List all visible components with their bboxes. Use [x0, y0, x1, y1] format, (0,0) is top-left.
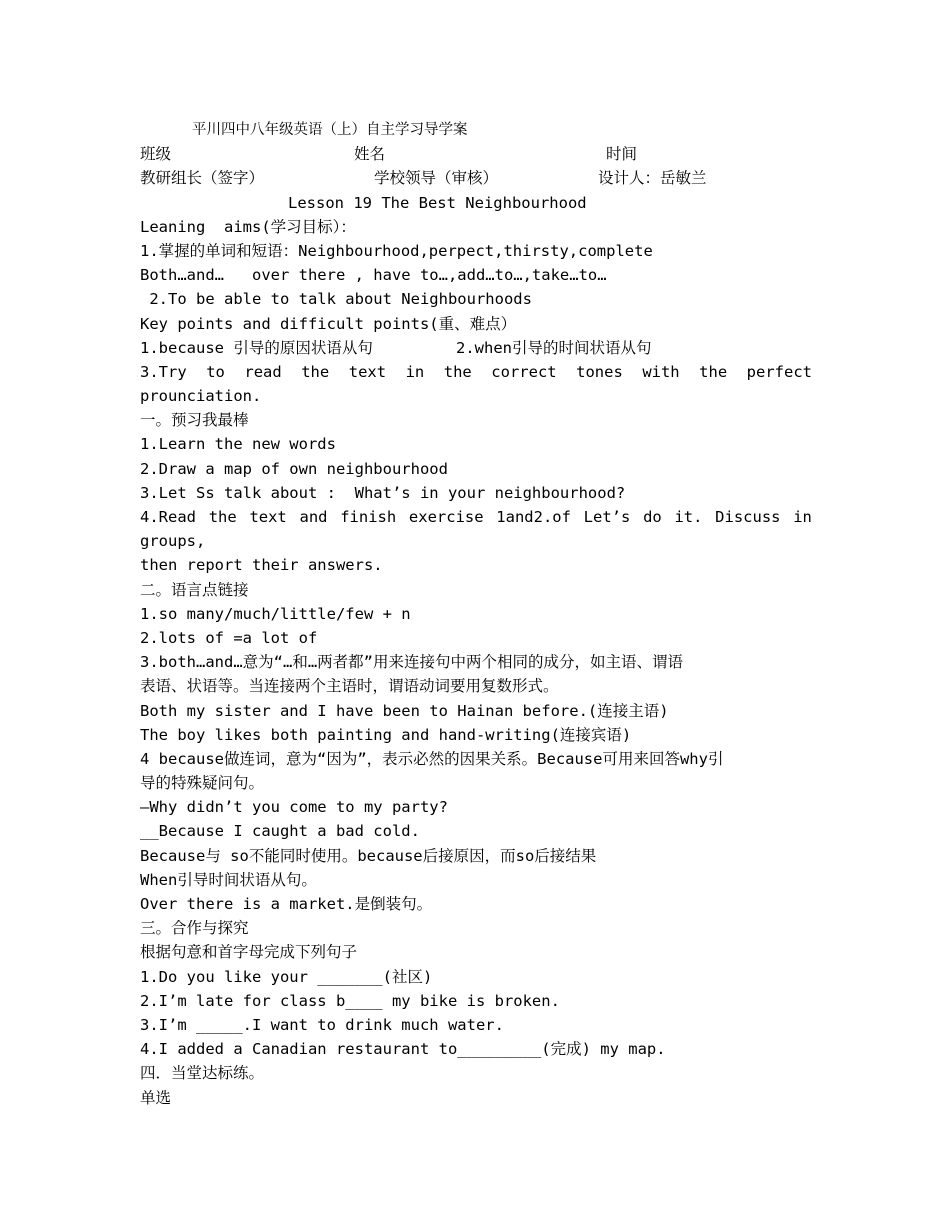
- aims-heading: Leaning aims(学习目标）：: [140, 217, 356, 236]
- section-3-instruction: 根据句意和首字母完成下列句子: [140, 943, 358, 962]
- key-point-3-word: 3.Try: [140, 362, 187, 381]
- key-points-item-3-end: prounciation.: [140, 387, 262, 406]
- aims-item-2: 2.To be able to talk about Neighbourhoods: [140, 290, 532, 309]
- key-point-3-word: with: [642, 362, 680, 381]
- section-1-item-4-word: in: [793, 508, 812, 526]
- exercise-item: 3.I’m _____.I want to drink much water.: [140, 1015, 504, 1034]
- section-2-line: Over there is a market.是倒装句。: [140, 895, 433, 913]
- section-2-line: Because与 so不能同时使用。because后接原因，而so后接结果: [140, 846, 597, 865]
- class-label: 班级: [140, 145, 172, 164]
- key-point-3-word: read: [244, 362, 282, 381]
- key-points-item-3: [140, 360, 812, 384]
- key-point-3-word: text: [348, 362, 387, 381]
- section-1-item-4-word: do: [643, 508, 662, 526]
- key-point-3-word: to: [206, 362, 225, 381]
- section-1-item-4-word: Discuss: [715, 508, 781, 526]
- section-1-item-4-word: the: [208, 508, 237, 526]
- section-1-item-4: [140, 505, 812, 529]
- section-2-line: —Why didn’t you come to my party?: [140, 798, 448, 817]
- designer-label: 设计人：岳敏兰: [598, 169, 707, 188]
- section-1-item-4-word: 1and2.of: [496, 508, 571, 526]
- section-2-line: Both my sister and I have been to Hainan before.(连接主语): [140, 701, 669, 720]
- exercise-item: 2.I’m late for class b____ my bike is broken.: [140, 991, 560, 1010]
- key-points-heading: Key points and difficult points(重、难点）: [140, 314, 517, 333]
- section-4-heading: 四．当堂达标练。: [140, 1064, 265, 1083]
- section-3-heading: 三。合作与探究: [140, 919, 249, 938]
- section-2-line: The boy likes both painting and hand-writing(连接宾语): [140, 725, 632, 744]
- section-2-line: 1.so many/much/little/few + n: [140, 604, 411, 623]
- section-2-line: 4 because做连词，意为“因为”，表示必然的因果关系。Because可用来回答why引: [140, 749, 724, 768]
- lesson-title: Lesson 19 The Best Neighbourhood: [288, 193, 587, 212]
- section-2-line: 导的特殊疑问句。: [140, 774, 265, 793]
- key-point-because: 1.because 引导的原因状语从句: [140, 338, 373, 357]
- key-point-3-word: the: [301, 362, 330, 381]
- section-1-item-4-word: Let’s: [583, 508, 631, 526]
- exercise-item: 1.Do you like your _______(社区): [140, 967, 433, 986]
- section-2-line: __Because I caught a bad cold.: [140, 822, 420, 841]
- section-1-heading: 一。预习我最棒: [140, 411, 249, 430]
- section-2-line: 3.both…and…意为“…和…两者都”用来连接句中两个相同的成分，如主语、谓语: [140, 653, 683, 672]
- key-point-when: 2.when引导的时间状语从句: [456, 338, 652, 357]
- section-1-item-4-word: finish: [340, 508, 397, 526]
- section-2-line: 表语、状语等。当连接两个主语时，谓语动词要用复数形式。: [140, 677, 559, 696]
- info-row-2: [140, 166, 812, 190]
- key-point-3-word: the: [699, 362, 728, 381]
- key-point-3-word: correct: [491, 362, 557, 381]
- section-2-line: 2.lots of =a lot of: [140, 628, 318, 647]
- section-4-sub: 单选: [140, 1088, 172, 1107]
- section-1-item-4-word: text: [249, 508, 287, 526]
- section-1-item-4-word: exercise: [408, 508, 484, 526]
- section-1-item-4-word: it.: [674, 508, 703, 526]
- school-leader-label: 学校领导（审核）: [374, 169, 499, 188]
- section-1-item-4-cont: groups,: [140, 532, 206, 551]
- aims-item-1b: Both…and… over there , have to…,add…to…,take…to…: [140, 266, 607, 285]
- section-1-item-4-word: 4.Read: [140, 508, 196, 526]
- time-label: 时间: [606, 145, 638, 164]
- key-points-item-1: [140, 336, 812, 360]
- section-1-item: 3.Let Ss talk about : What’s in your neighbourhood?: [140, 483, 626, 502]
- name-label: 姓名: [354, 145, 386, 164]
- key-point-3-word: the: [443, 362, 472, 381]
- key-point-3-word: in: [405, 362, 425, 381]
- section-2-heading: 二。语言点链接: [140, 580, 249, 599]
- document-title: 平川四中八年级英语（上）自主学习导学案: [192, 122, 468, 138]
- info-row-1: [140, 142, 812, 166]
- aims-item-1: 1.掌握的单词和短语：Neighbourhood,perpect,thirsty,complete: [140, 241, 653, 260]
- group-leader-label: 教研组长（签字）: [140, 169, 265, 188]
- section-1-item: 1.Learn the new words: [140, 435, 336, 454]
- exercise-item: 4.I added a Canadian restaurant to_________(完成) my map.: [140, 1040, 666, 1059]
- document-page: [140, 118, 812, 1110]
- section-1-item-4-end: then report their answers.: [140, 556, 383, 575]
- section-2-line: When引导时间状语从句。: [140, 870, 317, 889]
- section-1-item: 2.Draw a map of own neighbourhood: [140, 459, 448, 478]
- section-1-item-4-word: and: [299, 508, 328, 526]
- key-point-3-word: perfect: [746, 362, 812, 381]
- key-point-3-word: tones: [576, 362, 623, 381]
